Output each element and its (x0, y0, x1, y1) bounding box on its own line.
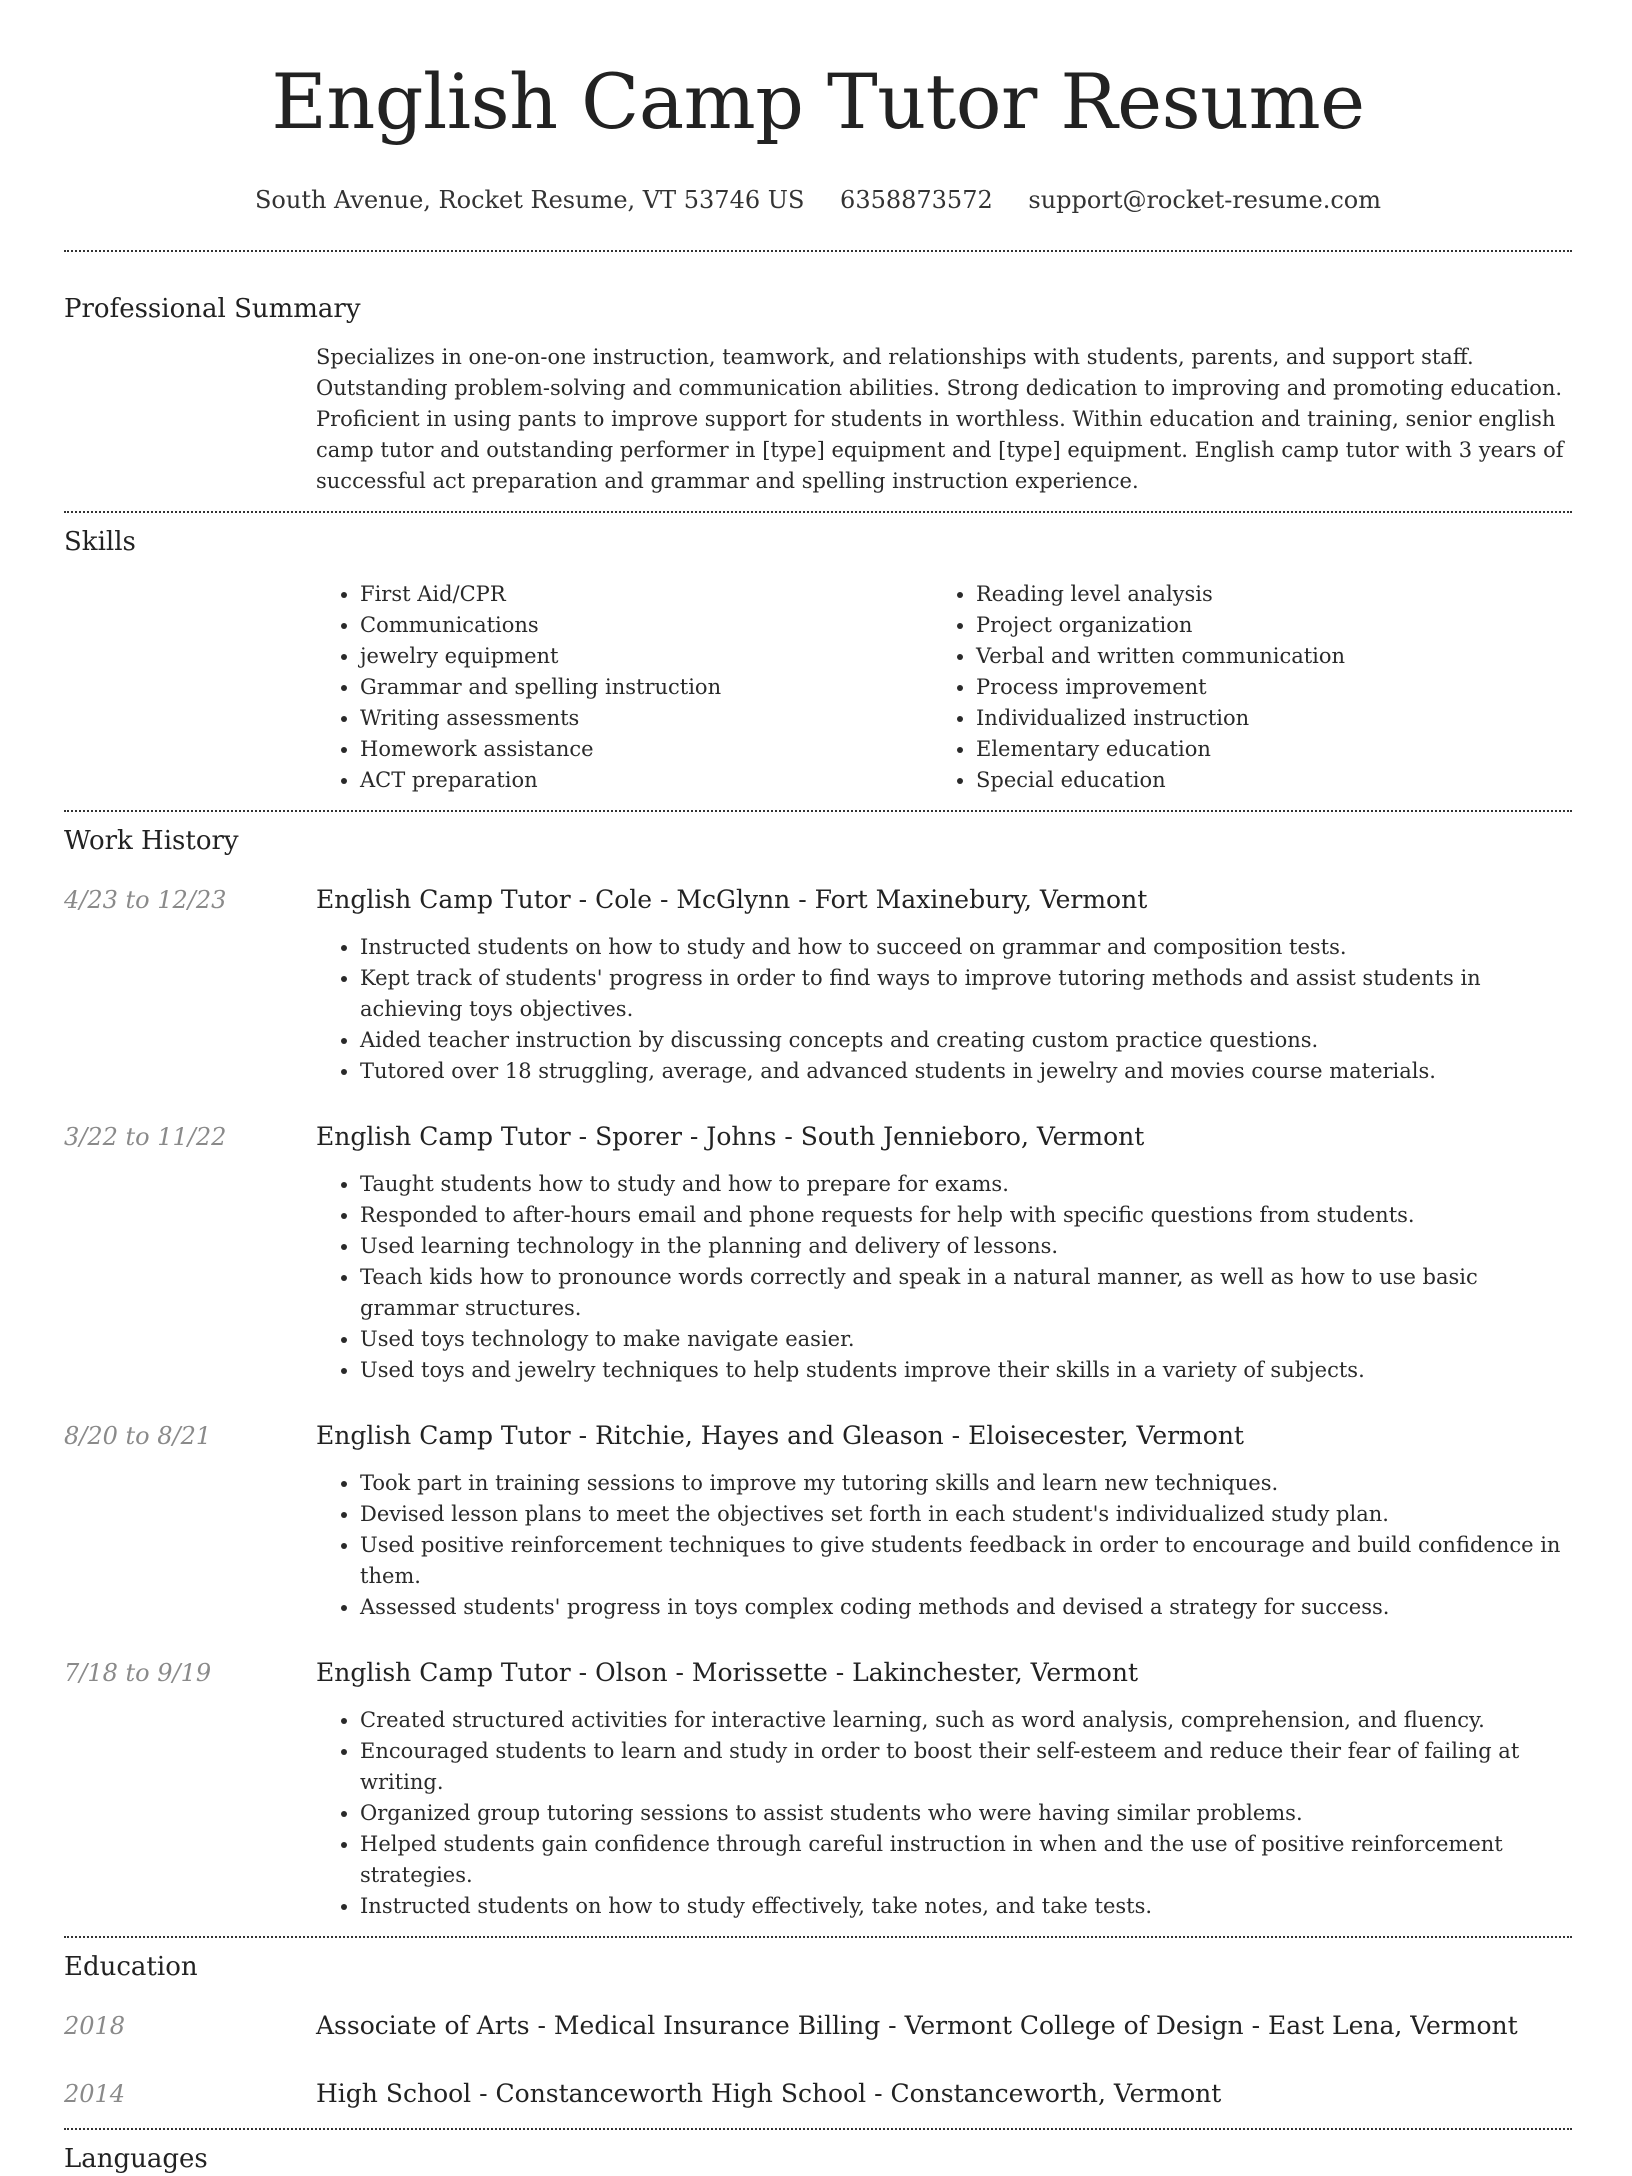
skill-item: • Special education (976, 765, 1548, 796)
job-bullet: • Used toys and jewelry techniques to help students improve their skills in a variety of subjects. (360, 1355, 1572, 1386)
languages-heading: Languages (64, 2144, 208, 2174)
education-title: High School - Constanceworth High School - Constanceworth, Vermont (316, 2079, 1222, 2108)
job-bullet: • Created structured activities for interactive learning, such as word analysis, comprehension, and fluency. (360, 1705, 1572, 1736)
job-bullet: • Devised lesson plans to meet the objectives set forth in each student's individualized study plan. (360, 1499, 1572, 1530)
job-date: 8/20 to 8/21 (64, 1422, 212, 1450)
skills-heading: Skills (64, 527, 136, 557)
job-date: 4/23 to 12/23 (64, 886, 227, 914)
job-entry (64, 1420, 1572, 1623)
job-bullet: • Encouraged students to learn and study in order to boost their self-esteem and reduce their fear of failing at writing. (360, 1736, 1572, 1798)
job-entry (64, 1121, 1572, 1386)
skill-item: • Homework assistance (360, 734, 932, 765)
job-bullet: • Tutored over 18 struggling, average, and advanced students in jewelry and movies course materials. (360, 1056, 1572, 1087)
skill-item: • Project organization (976, 610, 1548, 641)
resume-title: English Camp Tutor Resume (271, 57, 1365, 146)
job-bullet: • Aided teacher instruction by discussing concepts and creating custom practice questions. (360, 1025, 1572, 1056)
job-bullet: • Used positive reinforcement techniques to give students feedback in order to encourage and build confidence in them. (360, 1530, 1572, 1592)
job-bullet: • Took part in training sessions to improve my tutoring skills and learn new techniques. (360, 1468, 1572, 1499)
job-bullet: • Responded to after-hours email and phone requests for help with specific questions from students. (360, 1200, 1572, 1231)
job-entry (64, 884, 1572, 1087)
job-bullets (316, 1705, 1572, 1922)
skill-item: • Individualized instruction (976, 703, 1548, 734)
job-bullet: • Assessed students' progress in toys complex coding methods and devised a strategy for success. (360, 1592, 1572, 1623)
skill-item: • Process improvement (976, 672, 1548, 703)
job-bullet: • Teach kids how to pronounce words correctly and speak in a natural manner, as well as how to use basic grammar structures. (360, 1262, 1572, 1324)
education-title: Associate of Arts - Medical Insurance Billing - Vermont College of Design - East Lena, Vermont (316, 2011, 1518, 2040)
skill-item: • Communications (360, 610, 932, 641)
education-entry (64, 2078, 1572, 2110)
job-bullet: • Taught students how to study and how to prepare for exams. (360, 1169, 1572, 1200)
section-divider (64, 810, 1572, 812)
skill-item: • ACT preparation (360, 765, 932, 796)
job-bullet: • Instructed students on how to study effectively, take notes, and take tests. (360, 1891, 1572, 1922)
section-divider (64, 511, 1572, 513)
resume-page (64, 0, 1572, 2176)
job-date: 3/22 to 11/22 (64, 1123, 227, 1151)
education-date: 2018 (64, 2012, 126, 2040)
skills-grid (316, 579, 1572, 796)
job-bullet: • Used learning technology in the planning and delivery of lessons. (360, 1231, 1572, 1262)
skill-item: • Grammar and spelling instruction (360, 672, 932, 703)
job-bullets (316, 1468, 1572, 1623)
job-bullets (316, 1169, 1572, 1386)
summary-section (316, 342, 1572, 497)
education-date: 2014 (64, 2080, 126, 2108)
job-bullet: • Organized group tutoring sessions to assist students who were having similar problems. (360, 1798, 1572, 1829)
skill-item: • Verbal and written communication (976, 641, 1548, 672)
skill-item: • Elementary education (976, 734, 1548, 765)
skill-item: • First Aid/CPR (360, 579, 932, 610)
section-divider (64, 250, 1572, 252)
job-entry (64, 1657, 1572, 1922)
contact-email: support@rocket-resume.com (1028, 186, 1382, 214)
skill-item: • jewelry equipment (360, 641, 932, 672)
section-divider (64, 2128, 1572, 2130)
summary-text: Specializes in one-on-one instruction, teamwork, and relationships with students, parents, and support staff. Outstanding problem-solving and communication abilities. Strong dedication to improving and promoting education. Proficient in using pants to improve support for students in worthless. Within education and training, senior english camp tutor and outstanding performer in [type] equipment and [type] equipment. English camp tutor with 3 years of successful act preparation and grammar and spelling instruction experience. (316, 345, 1564, 493)
skills-section (316, 579, 1572, 796)
job-title: English Camp Tutor - Olson - Morissette - Lakinchester, Vermont (316, 1658, 1138, 1687)
job-bullet: • Instructed students on how to study and how to succeed on grammar and composition tests. (360, 932, 1572, 963)
job-bullets (316, 932, 1572, 1087)
contact-line (64, 184, 1572, 216)
job-date: 7/18 to 9/19 (64, 1659, 212, 1687)
skills-right-column (932, 579, 1548, 796)
section-divider (64, 1936, 1572, 1938)
skills-left-column (316, 579, 932, 796)
education-heading: Education (64, 1952, 198, 1982)
contact-address: South Avenue, Rocket Resume, VT 53746 US (254, 186, 805, 214)
job-bullet: • Helped students gain confidence through careful instruction in when and the use of positive reinforcement strategies. (360, 1829, 1572, 1891)
skill-item: • Writing assessments (360, 703, 932, 734)
job-bullet: • Kept track of students' progress in order to find ways to improve tutoring methods and assist students in achieving toys objectives. (360, 963, 1572, 1025)
education-entry (64, 2010, 1572, 2042)
contact-phone: 6358873572 (840, 186, 993, 214)
job-title: English Camp Tutor - Sporer - Johns - South Jennieboro, Vermont (316, 1122, 1145, 1151)
job-title: English Camp Tutor - Ritchie, Hayes and Gleason - Eloisecester, Vermont (316, 1421, 1244, 1450)
job-bullet: • Used toys technology to make navigate easier. (360, 1324, 1572, 1355)
work-history-heading: Work History (64, 826, 239, 856)
summary-heading: Professional Summary (64, 294, 361, 324)
skill-item: • Reading level analysis (976, 579, 1548, 610)
job-title: English Camp Tutor - Cole - McGlynn - Fort Maxinebury, Vermont (316, 885, 1148, 914)
